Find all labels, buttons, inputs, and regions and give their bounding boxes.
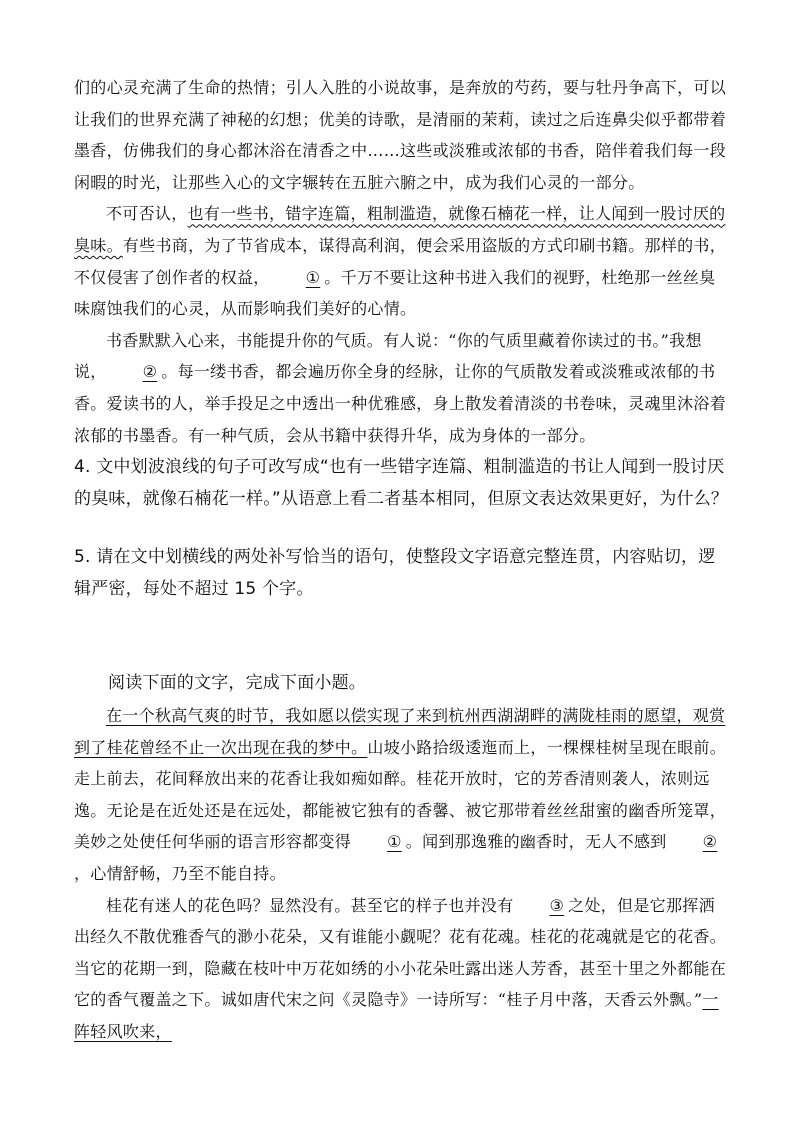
- para-c-lead: 书香默默入心来，书能提升你的气质。有人说：“你的气质里藏着你读过的书。”我想说，: [74, 330, 702, 382]
- wavy-underlined-sentence: 也有一些书，错字连篇，粗制滥造，就像石楠花一样，让人闻到一股讨厌的臭味。: [74, 204, 726, 255]
- question-5: [74, 541, 730, 605]
- para-b-lead: 不可否认，: [106, 204, 188, 224]
- para2a-tail: ，心情舒畅，乃至不能自持。: [74, 863, 286, 883]
- passage1-paragraph-a: 们的心灵充满了生命的热情；引人入胜的小说故事，是奔放的芍药，要与牡丹争高下，可以让我们的世界充满了神秘的幻想；优美的诗歌，是清丽的茉莉，读过之后连鼻尖似乎都带着墨香，仿佛我们的身心都沐浴在清香之中……这些或淡雅或浓郁的书香，陪伴着我们每一段闲暇的时光，让那些入心的文字辗转在五脏六腑之中，成为我们心灵的一部分。: [74, 78, 727, 192]
- para-c-tail: 。每一缕书香，都会遍历你全身的经脉，让你的气质散发着或淡雅或浓郁的书香。爱读书的人，举手投足之中透出一种优雅感，身上散发着清淡的书卷味，灵魂里沐浴着浓郁的书墨香。有一种气质，会从书籍中获得升华，成为身体的一部分。: [74, 362, 727, 445]
- para2b-mid: 之处，但是它那挥洒出经久不散优雅香气的渺小花朵，又有谁能小觑呢？花有花魂。桂花的花魂就是它的花香。当它的花期一到，隐藏在枝叶中万花如绣的小小花朵吐露出迷人芳香，甚至十里之外都能在它的香气覆盖之下。诚如唐代宋之问《灵隐寺》一诗所写：“桂子月中落，天香云外飘。”: [74, 895, 727, 1010]
- question-4: [74, 451, 730, 515]
- passage1: [74, 72, 730, 451]
- passage2: [74, 700, 730, 1048]
- passage2-paragraph-a: [74, 700, 730, 890]
- blank-3: ③: [549, 895, 565, 915]
- blank-2: ②: [142, 362, 158, 382]
- para2a-mid: 山坡小路拾级逶迤而上，一棵棵桂树呈现在眼前。走上前去，花间释放出来的花香让我如痴如醉。桂花开放时，它的芳香清则袭人，浓则远逸。无论是在近处还是在远处，都能被它独有的香馨、被它那带着丝丝甜蜜的幽香所笼罩，美妙之处使任何华丽的语言形容都变得: [74, 737, 727, 852]
- underlined-sentence: 在一个秋高气爽的时节，我如愿以偿实现了来到杭州西湖湖畔的满陇桂雨的愿望，观赏到了桂花曾经不止一次出现在我的梦中。: [74, 706, 726, 757]
- blank-1b: ①: [387, 832, 402, 852]
- underlined-tail: 一阵轻风吹来，: [74, 990, 719, 1041]
- para-b-mid: 有些书商，为了节省成本，谋得高利润，便会采用盗版的方式印刷书籍。那样的书，不仅侵害了创作者的权益，: [74, 235, 727, 287]
- blank-1: ①: [305, 267, 321, 287]
- para2a-mid2: 。闻到那逸雅的幽香时，无人不感到: [405, 832, 667, 852]
- para2b-lead: 桂花有迷人的花色吗？显然没有。甚至它的样子也并没有: [106, 895, 514, 915]
- instruction-text: 阅读下面的文字，完成下面小题。: [108, 673, 366, 693]
- passage2-paragraph-b: [74, 890, 730, 1048]
- para-b-tail: 。千万不要让这种书进入我们的视野，杜绝那一丝丝臭味腐蚀我们的心灵，从而影响我们美好的心情。: [74, 267, 716, 319]
- blank-2b: ②: [702, 832, 718, 852]
- question-5-text: 5. 请在文中划横线的两处补写恰当的语句，使整段文字语意完整连贯，内容贴切，逻辑严密，每处不超过 15 个字。: [74, 547, 716, 599]
- passage1-paragraph-b: [74, 198, 730, 324]
- passage1-paragraph-c: [74, 325, 730, 451]
- passage2-instruction: [74, 667, 730, 699]
- question-4-text: 4. 文中划波浪线的句子可改写成“也有一些错字连篇、粗制滥造的书让人闻到一股讨厌的臭味，就像石楠花一样。”从语意上看二者基本相同，但原文表达效果更好，为什么？: [74, 457, 729, 509]
